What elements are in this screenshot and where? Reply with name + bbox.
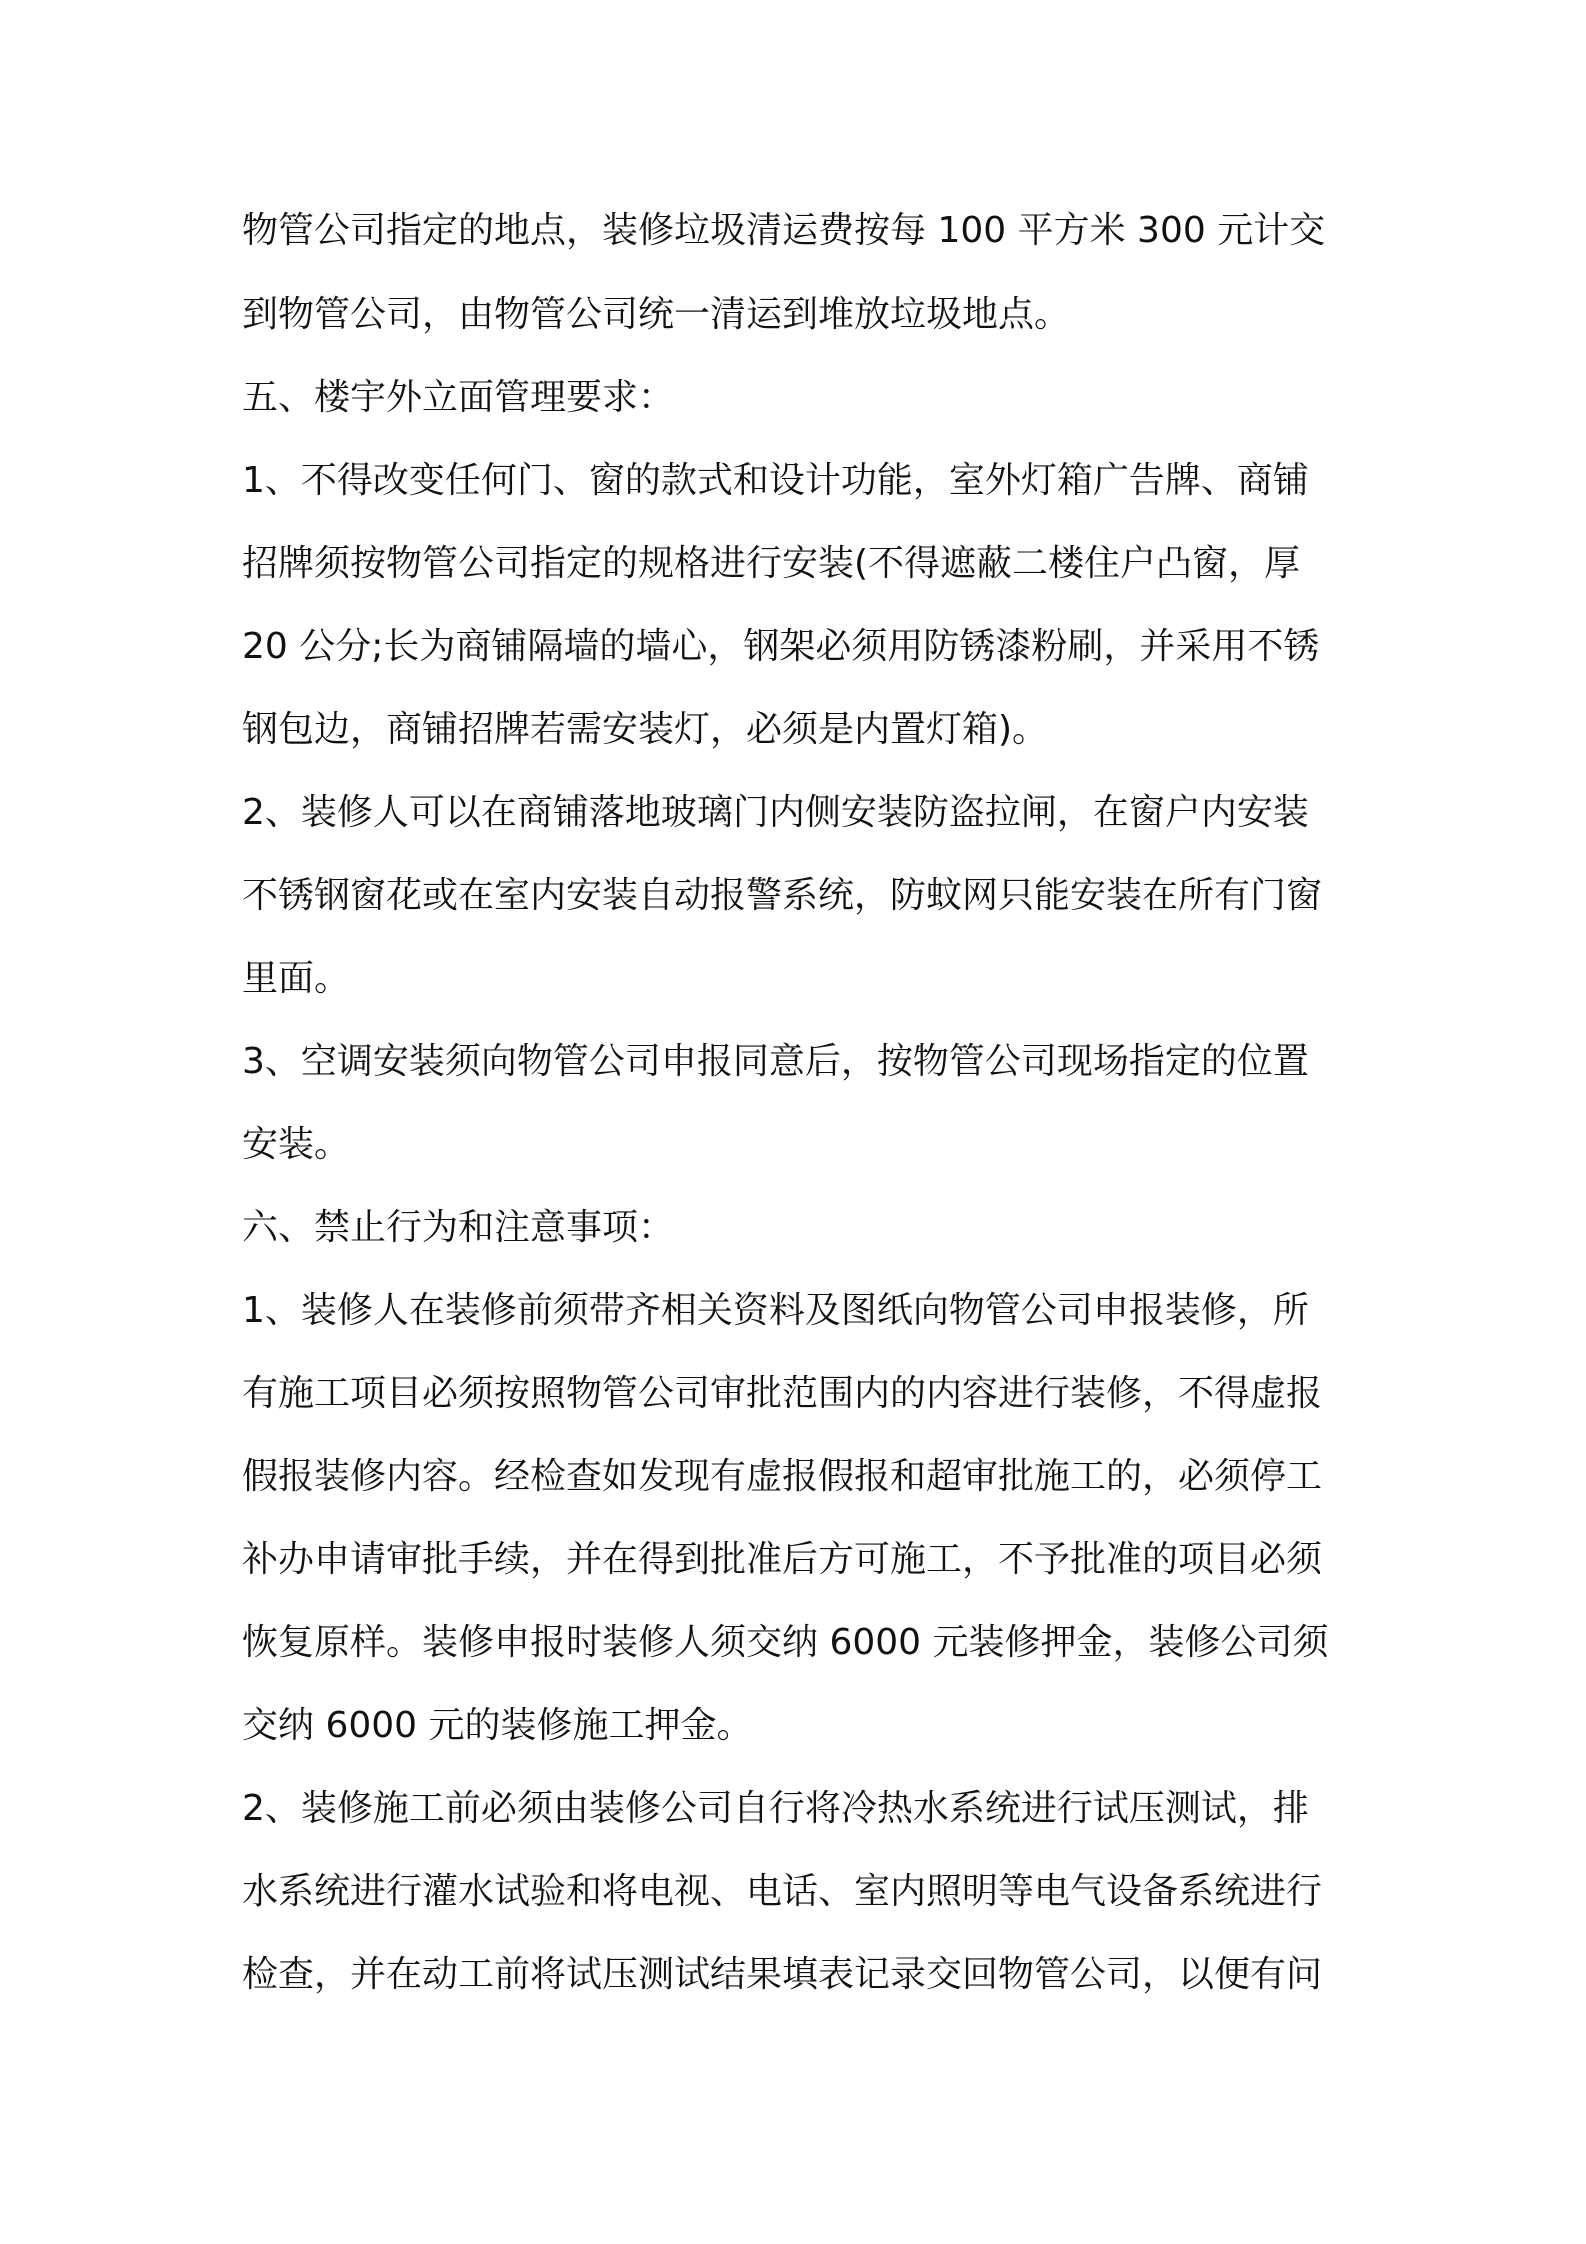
text-line: 2、装修施工前必须由装修公司自行将冷热水系统进行试压测试，排 — [242, 1788, 1309, 1829]
text-line: 安装。 — [242, 1124, 351, 1165]
text-line: 里面。 — [242, 958, 351, 999]
text-line: 交纳 6000 元的装修施工押金。 — [242, 1705, 753, 1746]
text-line: 到物管公司，由物管公司统一清运到堆放垃圾地点。 — [242, 294, 1071, 335]
text-line: 水系统进行灌水试验和将电视、电话、室内照明等电气设备系统进行 — [242, 1871, 1323, 1912]
text-line: 不锈钢窗花或在室内安装自动报警系统，防蚊网只能安装在所有门窗 — [242, 875, 1323, 916]
text-line: 1、不得改变任何门、窗的款式和设计功能，室外灯箱广告牌、商铺 — [242, 460, 1309, 501]
section-heading: 五、楼宇外立面管理要求： — [242, 377, 675, 418]
text-line: 检查，并在动工前将试压测试结果填表记录交回物管公司，以便有问 — [242, 1954, 1323, 1995]
text-line: 20 公分;长为商铺隔墙的墙心，钢架必须用防锈漆粉刷，并采用不锈 — [242, 626, 1320, 667]
text-line: 补办申请审批手续，并在得到批准后方可施工，不予批准的项目必须 — [242, 1539, 1323, 1580]
text-line: 恢复原样。装修申报时装修人须交纳 6000 元装修押金，装修公司须 — [242, 1622, 1329, 1663]
text-line: 招牌须按物管公司指定的规格进行安装(不得遮蔽二楼住户凸窗，厚 — [242, 543, 1301, 584]
text-line: 2、装修人可以在商铺落地玻璃门内侧安装防盗拉闸，在窗户内安装 — [242, 792, 1309, 833]
text-line: 物管公司指定的地点，装修垃圾清运费按每 100 平方米 300 元计交 — [242, 210, 1326, 251]
text-line: 有施工项目必须按照物管公司审批范围内的内容进行装修，不得虚报 — [242, 1373, 1323, 1414]
section-heading: 六、禁止行为和注意事项： — [242, 1207, 675, 1248]
text-line: 钢包边，商铺招牌若需安装灯，必须是内置灯箱)。 — [242, 709, 1049, 750]
text-line: 1、装修人在装修前须带齐相关资料及图纸向物管公司申报装修，所 — [242, 1290, 1309, 1331]
text-line: 3、空调安装须向物管公司申报同意后，按物管公司现场指定的位置 — [242, 1041, 1309, 1082]
text-line: 假报装修内容。经检查如发现有虚报假报和超审批施工的，必须停工 — [242, 1456, 1323, 1497]
